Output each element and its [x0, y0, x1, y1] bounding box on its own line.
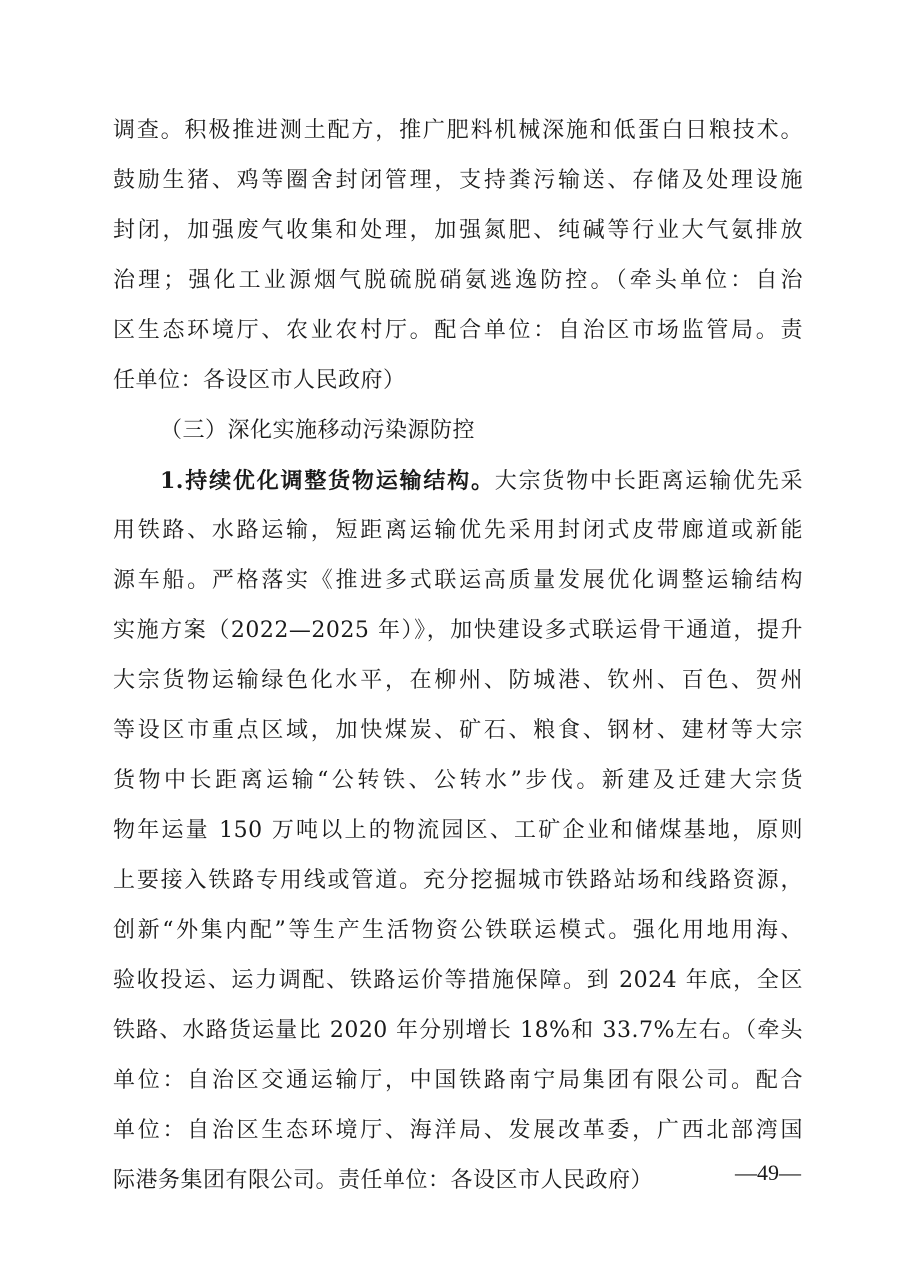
paragraph-2-line-10: 创新“外集内配”等生产生活物资公铁联运模式。强化用地用海、	[113, 918, 803, 943]
paragraph-2-line-6: 等设区市重点区域，加快煤炭、矿石、粮食、钢材、建材等大宗	[113, 718, 803, 743]
paragraph-2-line-12: 铁路、水路货运量比 2020 年分别增长 18%和 33.7%左右。（牵头	[113, 1018, 803, 1043]
paragraph-2-line-9: 上要接入铁路专用线或管道。充分挖掘城市铁路站场和线路资源，	[113, 868, 803, 893]
section-heading: （三）深化实施移动污染源防控	[160, 418, 476, 443]
subsection-title: 1.持续优化调整货物运输结构。	[160, 468, 495, 494]
paragraph-2-line-11: 验收投运、运力调配、铁路运价等措施保障。到 2024 年底，全区	[113, 968, 803, 993]
paragraph-2-line-1	[160, 466, 803, 497]
paragraph-2-line-14: 单位：自治区生态环境厅、海洋局、发展改革委，广西北部湾国	[113, 1118, 803, 1143]
paragraph-1-line-1: 调查。积极推进测土配方，推广肥料机械深施和低蛋白日粮技术。	[113, 118, 803, 143]
paragraph-1-line-4: 治理；强化工业源烟气脱硫脱硝氨逃逸防控。（牵头单位：自治	[113, 268, 803, 293]
paragraph-2-line-7: 货物中长距离运输“公转铁、公转水”步伐。新建及迁建大宗货	[113, 768, 803, 793]
paragraph-1-line-2: 鼓励生猪、鸡等圈舍封闭管理，支持粪污输送、存储及处理设施	[113, 168, 803, 193]
paragraph-1-line-5: 区生态环境厅、农业农村厅。配合单位：自治区市场监管局。责	[113, 318, 803, 343]
paragraph-2-line-3: 源车船。严格落实《推进多式联运高质量发展优化调整运输结构	[113, 568, 803, 593]
page-number: —49—	[735, 1160, 801, 1185]
paragraph-2-line-8: 物年运量 150 万吨以上的物流园区、工矿企业和储煤基地，原则	[113, 818, 803, 843]
paragraph-1-line-3: 封闭，加强废气收集和处理，加强氮肥、纯碱等行业大气氨排放	[113, 218, 803, 243]
paragraph-2-line-5: 大宗货物运输绿色化水平，在柳州、防城港、钦州、百色、贺州	[113, 668, 803, 693]
paragraph-2-line-1-rest: 大宗货物中长距离运输优先采	[494, 469, 803, 494]
paragraph-2-line-15: 际港务集团有限公司。责任单位：各设区市人民政府）	[113, 1168, 654, 1193]
paragraph-2-line-4: 实施方案（2022—2025 年）》，加快建设多式联运骨干通道，提升	[113, 618, 803, 643]
paragraph-2-line-2: 用铁路、水路运输，短距离运输优先采用封闭式皮带廊道或新能	[113, 518, 803, 543]
paragraph-1-line-6: 任单位：各设区市人民政府）	[113, 368, 406, 393]
paragraph-2-line-13: 单位：自治区交通运输厅，中国铁路南宁局集团有限公司。配合	[113, 1068, 803, 1093]
